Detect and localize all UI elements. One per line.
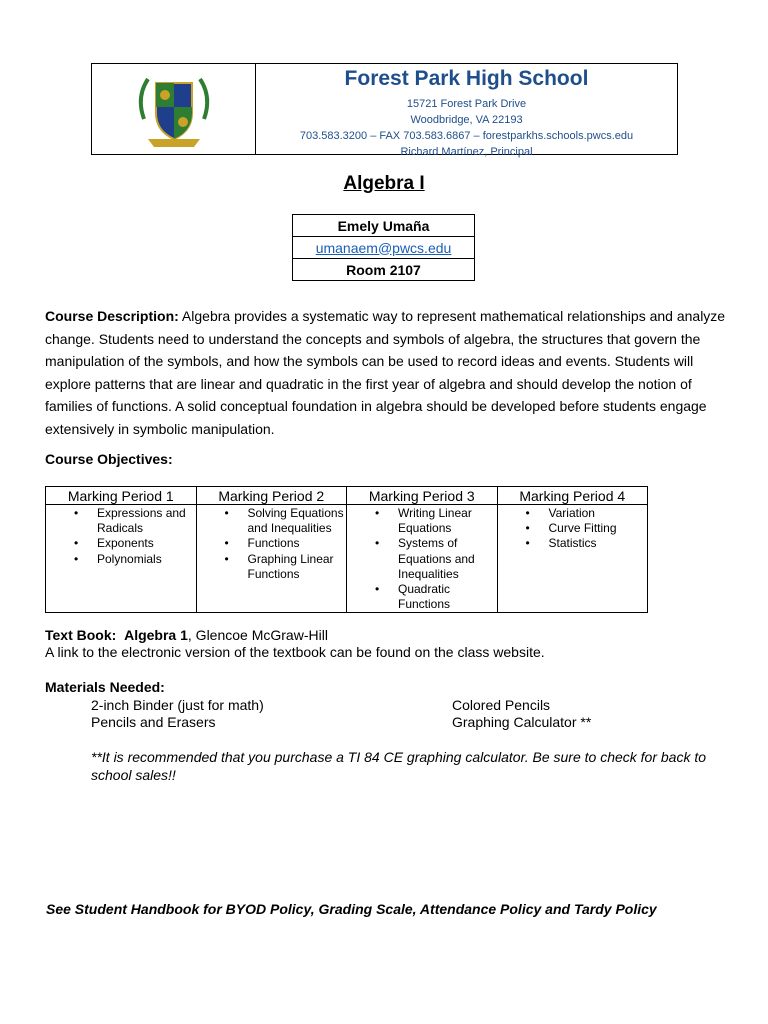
course-description-text: Algebra provides a systematic way to represent mathematical relationships and analyze change. Students need to understand the concepts and symbols of algebra, the structures that govern the manipulation of the symbols, and how the symbols can be used to record ideas and events. Students will explore patterns that are linear and quadratic in the first year of algebra and should develop the notion of families of functions. A solid conceptual foundation in algebra should be developed before students engage extensively in symbolic manipulation. (45, 308, 726, 437)
material-item: Pencils and Erasers (91, 714, 216, 730)
topic-item: • Solving Equations and Inequalities (248, 506, 347, 536)
textbook-label: Text Book: (45, 627, 117, 643)
teacher-info-table (292, 214, 475, 281)
school-name: Forest Park High School (344, 67, 589, 90)
textbook-title: Algebra 1 (124, 627, 188, 643)
topic-item: • Systems of Equations and Inequalities (398, 536, 497, 582)
school-crest-icon (134, 67, 214, 151)
topic-item: • Variation (549, 506, 648, 521)
school-header (91, 63, 678, 158)
textbook-link-note: A link to the electronic version of the textbook can be found on the class website. (45, 644, 545, 660)
topic-item: • Statistics (549, 536, 648, 551)
topic-item: • Expressions and Radicals (97, 506, 196, 536)
marking-period-header: Marking Period 1 (46, 487, 197, 505)
textbook-publisher: , Glencoe McGraw-Hill (187, 627, 328, 643)
school-address: 15721 Forest Park Drive (406, 98, 527, 110)
topic-item: • Graphing Linear Functions (248, 552, 347, 582)
marking-period-cell (46, 505, 197, 613)
topic-item: • Exponents (97, 536, 196, 551)
course-description-label: Course Description: (45, 308, 179, 324)
topic-item: • Curve Fitting (549, 521, 648, 536)
materials-label: Materials Needed: (45, 679, 165, 695)
marking-period-header: Marking Period 4 (497, 487, 648, 505)
room-number: Room 2107 (293, 259, 475, 281)
topic-item: • Quadratic Functions (398, 582, 497, 612)
marking-period-cell (497, 505, 648, 613)
course-description (45, 305, 735, 441)
handbook-footer: See Student Handbook for BYOD Policy, Grading Scale, Attendance Policy and Tardy Policy (46, 901, 657, 917)
textbook-section (45, 627, 545, 661)
marking-period-cell (196, 505, 347, 613)
school-city: Woodbridge, VA 22193 (410, 114, 523, 126)
course-title: Algebra I (343, 173, 425, 194)
marking-period-header: Marking Period 2 (196, 487, 347, 505)
school-principal: Richard Martínez, Principal (400, 146, 533, 158)
marking-period-cell (347, 505, 498, 613)
material-item: Colored Pencils (452, 697, 551, 713)
marking-period-header: Marking Period 3 (347, 487, 498, 505)
topic-item: • Polynomials (97, 552, 196, 567)
course-objectives-label: Course Objectives: (45, 451, 173, 467)
material-item: Graphing Calculator ** (452, 714, 592, 730)
teacher-name: Emely Umaña (293, 215, 475, 237)
calculator-note: **It is recommended that you purchase a TI 84 CE graphing calculator. Be sure to check for back to school sales!! (91, 749, 707, 783)
school-logo (92, 64, 256, 154)
teacher-email-link[interactable]: umanaem@pwcs.edu (315, 239, 452, 256)
topic-item: • Writing Linear Equations (398, 506, 497, 536)
school-contact: 703.583.3200 – FAX 703.583.6867 – forestparkhs.schools.pwcs.edu (299, 130, 634, 142)
material-item: 2-inch Binder (just for math) (91, 697, 264, 713)
topic-item: • Functions (248, 536, 347, 551)
marking-periods-table (45, 486, 648, 613)
